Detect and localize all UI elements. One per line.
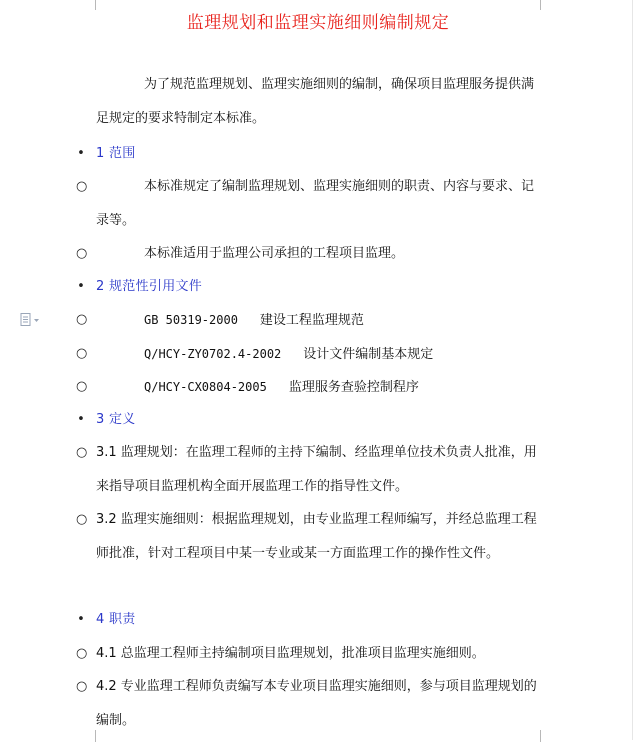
hollow-bullet: ○ [76, 312, 88, 327]
reference-name: 设计文件编制基本规定 [303, 347, 434, 362]
hollow-bullet: ○ [76, 346, 88, 361]
filled-bullet: • [77, 279, 85, 294]
section-heading: 1 范围 [96, 146, 136, 161]
list-item-text: 本标准适用于监理公司承担的工程项目监理。 [144, 246, 405, 261]
list-item-text: 3.2 监理实施细则：根据监理规划，由专业监理工程师编写，并经总监理工程师批准，针对工程项目中某一专业或某一方面监理工作的操作性文件。 [96, 512, 537, 561]
reference-entry [96, 370, 544, 405]
document-outline-icon[interactable] [20, 312, 42, 326]
filled-bullet: • [77, 146, 85, 161]
reference-code: Q/HCY-CX0804-2005 [144, 380, 267, 394]
list-item-text: 3.1 监理规划：在监理工程师的主持下编制、经监理单位技术负责人批准，用来指导项目监理机构全面开展监理工作的指导性文件。 [96, 445, 537, 494]
section-heading: 4 职责 [96, 612, 136, 627]
hollow-bullet: ○ [76, 445, 88, 460]
reference-name: 监理服务查验控制程序 [288, 380, 419, 395]
hollow-bullet: ○ [76, 512, 88, 527]
hollow-bullet: ○ [76, 379, 88, 394]
hollow-bullet: ○ [76, 179, 88, 194]
reference-code: Q/HCY-ZY0702.4-2002 [144, 347, 282, 361]
reference-name: 建设工程监理规范 [259, 313, 364, 328]
filled-bullet: • [77, 412, 85, 427]
document-title: 监理规划和监理实施细则编制规定 [186, 13, 450, 33]
list-item-text: 4.1 总监理工程师主持编制项目监理规划，批准项目监理实施细则。 [96, 646, 485, 661]
intro-paragraph: 为了规范监理规划、监理实施细则的编制，确保项目监理服务提供满足规定的要求特制定本标准。 [96, 77, 535, 126]
list-item-text: 4.2 专业监理工程师负责编写本专业项目监理实施细则，参与项目监理规划的编制。 [96, 679, 537, 728]
hollow-bullet: ○ [76, 246, 88, 261]
list-item-text: 本标准规定了编制监理规划、监理实施细则的职责、内容与要求、记录等。 [96, 179, 535, 228]
hollow-bullet: ○ [76, 646, 88, 661]
reference-entry [96, 337, 544, 372]
reference-code: GB 50319-2000 [144, 313, 238, 327]
section-heading: 3 定义 [96, 412, 136, 427]
hollow-bullet: ○ [76, 679, 88, 694]
filled-bullet: • [77, 612, 85, 627]
section-heading: 2 规范性引用文件 [96, 279, 203, 294]
reference-entry [96, 303, 544, 338]
page-edge [632, 0, 633, 740]
page-corner-mark [83, 730, 96, 742]
